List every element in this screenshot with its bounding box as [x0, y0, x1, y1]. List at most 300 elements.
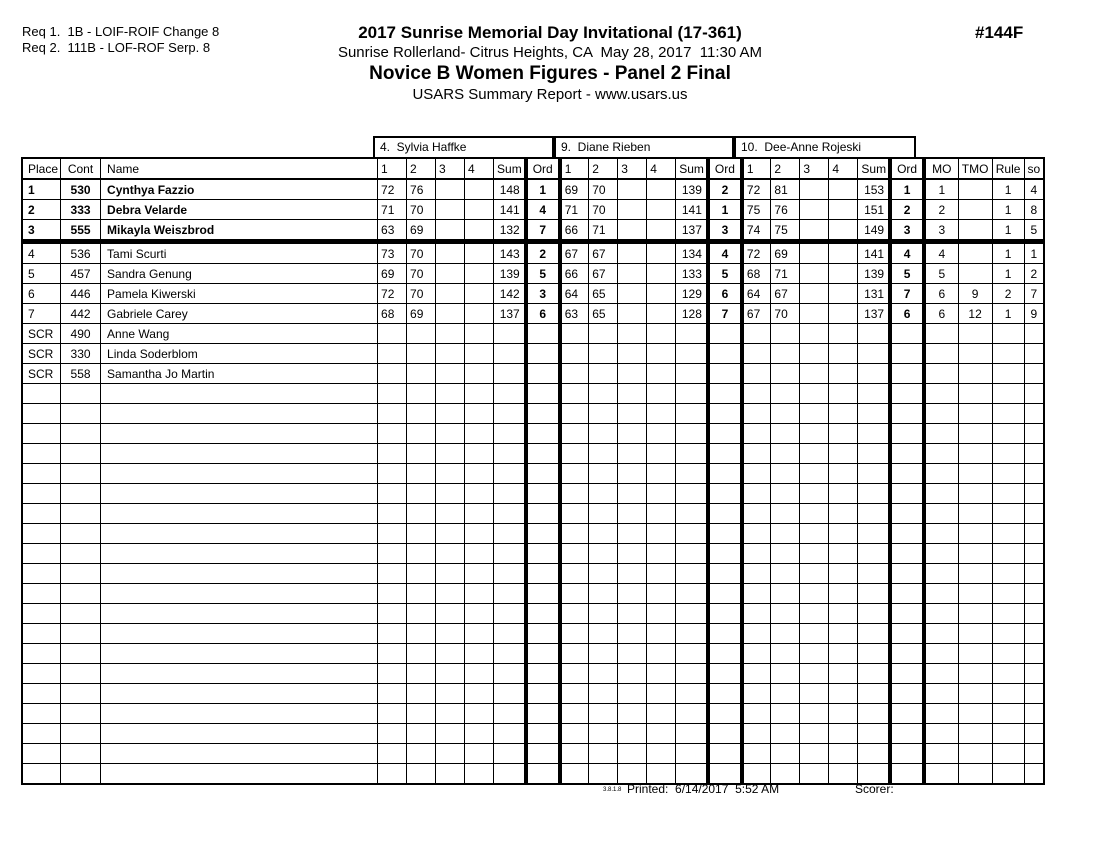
place-cell: 1 [22, 179, 61, 200]
judge2-ordinal-cell [708, 684, 742, 704]
judge2-sum-cell: 128 [676, 304, 708, 324]
judge1-sum-cell [494, 344, 526, 364]
judge1-ordinal-cell [526, 664, 560, 684]
judge3-score-1-cell: 75 [742, 200, 771, 220]
judge3-score-2-cell [771, 384, 800, 404]
judge2-score-2-cell [589, 484, 618, 504]
printed-timestamp: Printed: 6/14/2017 5:52 AM [627, 782, 780, 796]
judge1-score-3-cell [436, 624, 465, 644]
judge1-score-1-cell [378, 384, 407, 404]
skater-name-cell: Debra Velarde [101, 200, 378, 220]
sum-ordinal-cell [1024, 764, 1044, 785]
judge3-score-3-cell [800, 664, 829, 684]
judge2-score-1-cell [560, 684, 589, 704]
judge3-ordinal-cell: 6 [890, 304, 924, 324]
judge1-score-3-cell [436, 564, 465, 584]
judge1-score-3-cell [436, 344, 465, 364]
judge3-score-3-cell [800, 604, 829, 624]
judge3-score-3-cell [800, 324, 829, 344]
majority-ordinal-cell: 2 [924, 200, 958, 220]
judge3-score-2-cell [771, 504, 800, 524]
judge1-score-1-cell [378, 404, 407, 424]
judge3-score-1-cell [742, 424, 771, 444]
judge1-ordinal-cell [526, 464, 560, 484]
judge1-score-3-cell [436, 504, 465, 524]
judge3-score-4-cell [829, 544, 858, 564]
judge3-sum-cell [858, 624, 890, 644]
judge3-ordinal-cell [890, 744, 924, 764]
judge3-score-3-cell [800, 344, 829, 364]
total-majority-ordinal-cell [958, 724, 992, 744]
sum-ordinal-cell [1024, 444, 1044, 464]
judge2-sum-cell: 133 [676, 264, 708, 284]
judge3-score-1-cell [742, 364, 771, 384]
judge1-sum-cell [494, 704, 526, 724]
judge2-score-4-cell [647, 304, 676, 324]
judge2-score-3-cell [618, 324, 647, 344]
sum-ordinal-cell [1024, 524, 1044, 544]
judge3-sum-cell [858, 584, 890, 604]
sum-ordinal-cell [1024, 644, 1044, 664]
judge2-score-4-cell [647, 704, 676, 724]
judge1-ordinal-cell: 5 [526, 264, 560, 284]
judge2-score-2-cell [589, 624, 618, 644]
judge3-score-4-cell [829, 384, 858, 404]
judge1-score-1-cell: 71 [378, 200, 407, 220]
place-cell [22, 684, 61, 704]
judge2-score-4-cell [647, 484, 676, 504]
majority-ordinal-cell [924, 664, 958, 684]
result-row [22, 242, 1044, 264]
judge3-score-2-cell [771, 464, 800, 484]
judge1-score-3-cell [436, 424, 465, 444]
judge1-sum-cell [494, 524, 526, 544]
col-header-judge3-ord: Ord [890, 158, 924, 179]
place-cell [22, 504, 61, 524]
total-majority-ordinal-cell [958, 524, 992, 544]
judge1-ordinal-cell [526, 484, 560, 504]
column-header-row [22, 158, 1044, 179]
judge1-score-3-cell [436, 242, 465, 264]
place-cell [22, 444, 61, 464]
judge1-score-2-cell: 70 [407, 200, 436, 220]
skater-name-cell [101, 564, 378, 584]
judge2-score-3-cell [618, 179, 647, 200]
judge3-score-2-cell [771, 544, 800, 564]
judge2-sum-cell [676, 584, 708, 604]
judge1-ordinal-cell [526, 364, 560, 384]
contestant-number-cell [61, 664, 101, 684]
skater-name-cell: Pamela Kiwerski [101, 284, 378, 304]
judge1-score-1-cell: 72 [378, 284, 407, 304]
judge2-ordinal-cell [708, 504, 742, 524]
sum-ordinal-cell: 8 [1024, 200, 1044, 220]
contestant-number-cell [61, 424, 101, 444]
rule-cell [992, 344, 1024, 364]
judge2-ordinal-cell [708, 644, 742, 664]
contestant-number-cell: 555 [61, 220, 101, 242]
place-cell [22, 424, 61, 444]
judge3-score-4-cell [829, 344, 858, 364]
contestant-number-cell: 446 [61, 284, 101, 304]
judge1-score-2-cell [407, 764, 436, 785]
judge2-sum-cell [676, 324, 708, 344]
judge1-sum-cell: 141 [494, 200, 526, 220]
judge3-score-4-cell [829, 744, 858, 764]
judge2-score-2-cell [589, 604, 618, 624]
empty-row [22, 644, 1044, 664]
judge2-score-3-cell [618, 704, 647, 724]
judge3-sum-cell: 141 [858, 242, 890, 264]
judge2-sum-cell [676, 684, 708, 704]
judge2-score-2-cell [589, 424, 618, 444]
judge1-score-3-cell [436, 364, 465, 384]
judge2-ordinal-cell [708, 744, 742, 764]
majority-ordinal-cell [924, 364, 958, 384]
judge3-sum-cell [858, 344, 890, 364]
judge2-score-4-cell [647, 404, 676, 424]
judge2-score-3-cell [618, 524, 647, 544]
report-type-line: USARS Summary Report - www.usars.us [412, 86, 688, 103]
majority-ordinal-cell [924, 524, 958, 544]
judge1-score-1-cell [378, 324, 407, 344]
judge3-score-2-cell [771, 424, 800, 444]
judge3-score-3-cell [800, 364, 829, 384]
result-row [22, 220, 1044, 242]
judge2-score-4-cell [647, 764, 676, 785]
result-row [22, 324, 1044, 344]
rule-cell: 1 [992, 220, 1024, 242]
empty-row [22, 704, 1044, 724]
total-majority-ordinal-cell [958, 242, 992, 264]
judge3-score-2-cell: 81 [771, 179, 800, 200]
judge2-score-1-cell [560, 664, 589, 684]
judge1-score-3-cell [436, 444, 465, 464]
judge2-sum-cell [676, 604, 708, 624]
judge1-score-2-cell: 76 [407, 179, 436, 200]
judge2-score-1-cell [560, 644, 589, 664]
judge1-score-2-cell [407, 484, 436, 504]
judge2-sum-cell [676, 664, 708, 684]
judge2-score-1-cell [560, 464, 589, 484]
judge1-ordinal-cell [526, 424, 560, 444]
total-majority-ordinal-cell: 12 [958, 304, 992, 324]
judge3-score-4-cell [829, 444, 858, 464]
judge2-score-3-cell [618, 444, 647, 464]
col-header-judge1-3: 3 [436, 158, 465, 179]
majority-ordinal-cell [924, 384, 958, 404]
contestant-number-cell [61, 484, 101, 504]
judge3-score-3-cell [800, 444, 829, 464]
judge2-sum-cell: 129 [676, 284, 708, 304]
skater-name-cell [101, 644, 378, 664]
judge3-sum-cell [858, 604, 890, 624]
judge1-score-1-cell: 69 [378, 264, 407, 284]
majority-ordinal-cell [924, 344, 958, 364]
judge2-score-2-cell [589, 564, 618, 584]
judge2-score-4-cell [647, 220, 676, 242]
judge3-ordinal-cell: 7 [890, 284, 924, 304]
contestant-number-cell [61, 544, 101, 564]
judge1-ordinal-cell: 7 [526, 220, 560, 242]
judge1-score-3-cell [436, 644, 465, 664]
judge3-ordinal-cell [890, 584, 924, 604]
col-header-so: so [1024, 158, 1044, 179]
skater-name-cell: Linda Soderblom [101, 344, 378, 364]
judge3-score-3-cell [800, 304, 829, 324]
rule-cell: 1 [992, 179, 1024, 200]
judge3-score-4-cell [829, 284, 858, 304]
judge3-score-2-cell: 76 [771, 200, 800, 220]
judge3-score-4-cell [829, 684, 858, 704]
judge1-score-2-cell [407, 704, 436, 724]
judge2-score-1-cell [560, 724, 589, 744]
sum-ordinal-cell: 5 [1024, 220, 1044, 242]
judge3-sum-cell [858, 764, 890, 785]
rule-cell [992, 564, 1024, 584]
rule-cell [992, 624, 1024, 644]
result-row [22, 264, 1044, 284]
empty-row [22, 664, 1044, 684]
empty-row [22, 564, 1044, 584]
judge1-score-1-cell [378, 604, 407, 624]
judge1-sum-cell [494, 324, 526, 344]
judge1-score-2-cell: 70 [407, 242, 436, 264]
majority-ordinal-cell [924, 404, 958, 424]
total-majority-ordinal-cell [958, 564, 992, 584]
judge2-score-3-cell [618, 504, 647, 524]
judge2-ordinal-cell: 2 [708, 179, 742, 200]
contestant-number-cell [61, 504, 101, 524]
col-header-mo: MO [924, 158, 958, 179]
judge2-score-1-cell [560, 584, 589, 604]
majority-ordinal-cell [924, 484, 958, 504]
judge2-sum-cell [676, 744, 708, 764]
judge3-score-1-cell: 64 [742, 284, 771, 304]
col-header-judge1-ord: Ord [526, 158, 560, 179]
judge1-ordinal-cell [526, 344, 560, 364]
judge2-score-2-cell: 67 [589, 242, 618, 264]
judge3-score-2-cell [771, 564, 800, 584]
place-cell [22, 744, 61, 764]
judge3-score-1-cell [742, 744, 771, 764]
judge2-score-2-cell [589, 744, 618, 764]
judge3-score-1-cell [742, 604, 771, 624]
judge2-score-1-cell [560, 764, 589, 785]
rule-cell [992, 524, 1024, 544]
judge3-score-3-cell [800, 424, 829, 444]
place-cell: 3 [22, 220, 61, 242]
judge2-score-3-cell [618, 484, 647, 504]
judge2-score-3-cell [618, 644, 647, 664]
place-cell: SCR [22, 324, 61, 344]
judge3-score-3-cell [800, 624, 829, 644]
judge3-score-2-cell [771, 364, 800, 384]
judge3-score-1-cell [742, 624, 771, 644]
empty-row [22, 524, 1044, 544]
judge1-score-4-cell [465, 220, 494, 242]
judge2-score-4-cell [647, 584, 676, 604]
judge2-score-4-cell [647, 324, 676, 344]
judge2-ordinal-cell: 6 [708, 284, 742, 304]
result-row [22, 284, 1044, 304]
empty-row [22, 624, 1044, 644]
sum-ordinal-cell: 2 [1024, 264, 1044, 284]
judge1-sum-cell [494, 604, 526, 624]
judge1-ordinal-cell [526, 624, 560, 644]
rule-cell [992, 364, 1024, 384]
judge3-score-2-cell: 70 [771, 304, 800, 324]
judge2-sum-cell [676, 644, 708, 664]
empty-row [22, 484, 1044, 504]
empty-row [22, 464, 1044, 484]
skater-name-cell [101, 464, 378, 484]
judge1-score-1-cell [378, 344, 407, 364]
judge1-sum-cell [494, 544, 526, 564]
judge2-ordinal-cell [708, 604, 742, 624]
col-header-judge3-2: 2 [771, 158, 800, 179]
judge3-sum-cell [858, 524, 890, 544]
majority-ordinal-cell [924, 464, 958, 484]
judge3-sum-cell: 153 [858, 179, 890, 200]
skater-name-cell [101, 484, 378, 504]
judge1-score-3-cell [436, 584, 465, 604]
skater-name-cell [101, 524, 378, 544]
total-majority-ordinal-cell [958, 324, 992, 344]
judge2-score-4-cell [647, 284, 676, 304]
judge1-ordinal-cell [526, 644, 560, 664]
scorer-label: Scorer: [855, 782, 894, 796]
total-majority-ordinal-cell [958, 444, 992, 464]
judge1-score-2-cell [407, 624, 436, 644]
total-majority-ordinal-cell: 9 [958, 284, 992, 304]
total-majority-ordinal-cell [958, 684, 992, 704]
total-majority-ordinal-cell [958, 200, 992, 220]
judge1-score-3-cell [436, 764, 465, 785]
judge2-score-1-cell: 71 [560, 200, 589, 220]
judge3-score-1-cell [742, 684, 771, 704]
judge3-score-3-cell [800, 179, 829, 200]
judge3-ordinal-cell [890, 404, 924, 424]
judge1-score-4-cell [465, 200, 494, 220]
judge3-ordinal-cell [890, 424, 924, 444]
empty-row [22, 504, 1044, 524]
place-cell: SCR [22, 364, 61, 384]
judge1-score-2-cell: 69 [407, 304, 436, 324]
judge3-score-4-cell [829, 644, 858, 664]
judge3-score-2-cell [771, 624, 800, 644]
judge2-sum-cell [676, 384, 708, 404]
judge2-score-4-cell [647, 179, 676, 200]
majority-ordinal-cell: 3 [924, 220, 958, 242]
judge3-score-2-cell [771, 444, 800, 464]
sum-ordinal-cell: 1 [1024, 242, 1044, 264]
judge1-ordinal-cell [526, 604, 560, 624]
judge2-ordinal-cell [708, 524, 742, 544]
contestant-number-cell [61, 404, 101, 424]
judge1-score-1-cell: 73 [378, 242, 407, 264]
judge1-score-3-cell [436, 604, 465, 624]
judge3-score-2-cell [771, 404, 800, 424]
judge3-score-3-cell [800, 544, 829, 564]
col-header-judge2-1: 1 [560, 158, 589, 179]
judge1-sum-cell [494, 744, 526, 764]
judge3-score-2-cell [771, 524, 800, 544]
judge1-score-4-cell [465, 604, 494, 624]
judge2-sum-cell [676, 544, 708, 564]
col-header-judge1-2: 2 [407, 158, 436, 179]
judge3-score-4-cell [829, 764, 858, 785]
rule-cell [992, 744, 1024, 764]
majority-ordinal-cell [924, 704, 958, 724]
judge2-score-2-cell [589, 524, 618, 544]
judge3-sum-cell [858, 444, 890, 464]
judge3-score-1-cell [742, 404, 771, 424]
judge2-score-2-cell [589, 544, 618, 564]
judge3-score-4-cell [829, 464, 858, 484]
judge3-ordinal-cell: 3 [890, 220, 924, 242]
judge1-score-3-cell [436, 704, 465, 724]
judge2-score-1-cell: 63 [560, 304, 589, 324]
judge3-score-2-cell [771, 324, 800, 344]
judge1-ordinal-cell [526, 404, 560, 424]
results-table [21, 157, 1045, 785]
col-header-rule: Rule [992, 158, 1024, 179]
judge1-sum-cell [494, 724, 526, 744]
judge1-sum-cell: 148 [494, 179, 526, 200]
skater-name-cell [101, 764, 378, 785]
total-majority-ordinal-cell [958, 584, 992, 604]
title-block [0, 22, 1100, 105]
place-cell: 5 [22, 264, 61, 284]
judge1-sum-cell [494, 624, 526, 644]
judge2-ordinal-cell [708, 484, 742, 504]
majority-ordinal-cell: 4 [924, 242, 958, 264]
judge3-score-3-cell [800, 724, 829, 744]
judge2-score-2-cell: 65 [589, 284, 618, 304]
judge1-score-2-cell [407, 464, 436, 484]
judge3-score-3-cell [800, 564, 829, 584]
judge1-score-4-cell [465, 404, 494, 424]
judge1-score-3-cell [436, 200, 465, 220]
judge2-score-1-cell [560, 404, 589, 424]
judge2-ordinal-cell: 7 [708, 304, 742, 324]
col-header-judge3-sum: Sum [858, 158, 890, 179]
place-cell [22, 664, 61, 684]
rule-cell [992, 604, 1024, 624]
judge2-score-2-cell: 70 [589, 200, 618, 220]
judge1-sum-cell: 132 [494, 220, 526, 242]
contestant-number-cell [61, 604, 101, 624]
total-majority-ordinal-cell [958, 179, 992, 200]
col-header-judge2-sum: Sum [676, 158, 708, 179]
judge1-ordinal-cell [526, 744, 560, 764]
judge2-ordinal-cell: 1 [708, 200, 742, 220]
place-cell [22, 764, 61, 785]
judge3-sum-cell [858, 504, 890, 524]
judge3-score-4-cell [829, 564, 858, 584]
judge3-ordinal-cell: 5 [890, 264, 924, 284]
judge1-score-4-cell [465, 384, 494, 404]
skater-name-cell: Sandra Genung [101, 264, 378, 284]
empty-row [22, 604, 1044, 624]
judge2-score-2-cell [589, 504, 618, 524]
rule-cell: 1 [992, 242, 1024, 264]
place-cell: 6 [22, 284, 61, 304]
judge1-score-1-cell [378, 664, 407, 684]
rule-cell: 1 [992, 304, 1024, 324]
judge1-score-3-cell [436, 724, 465, 744]
